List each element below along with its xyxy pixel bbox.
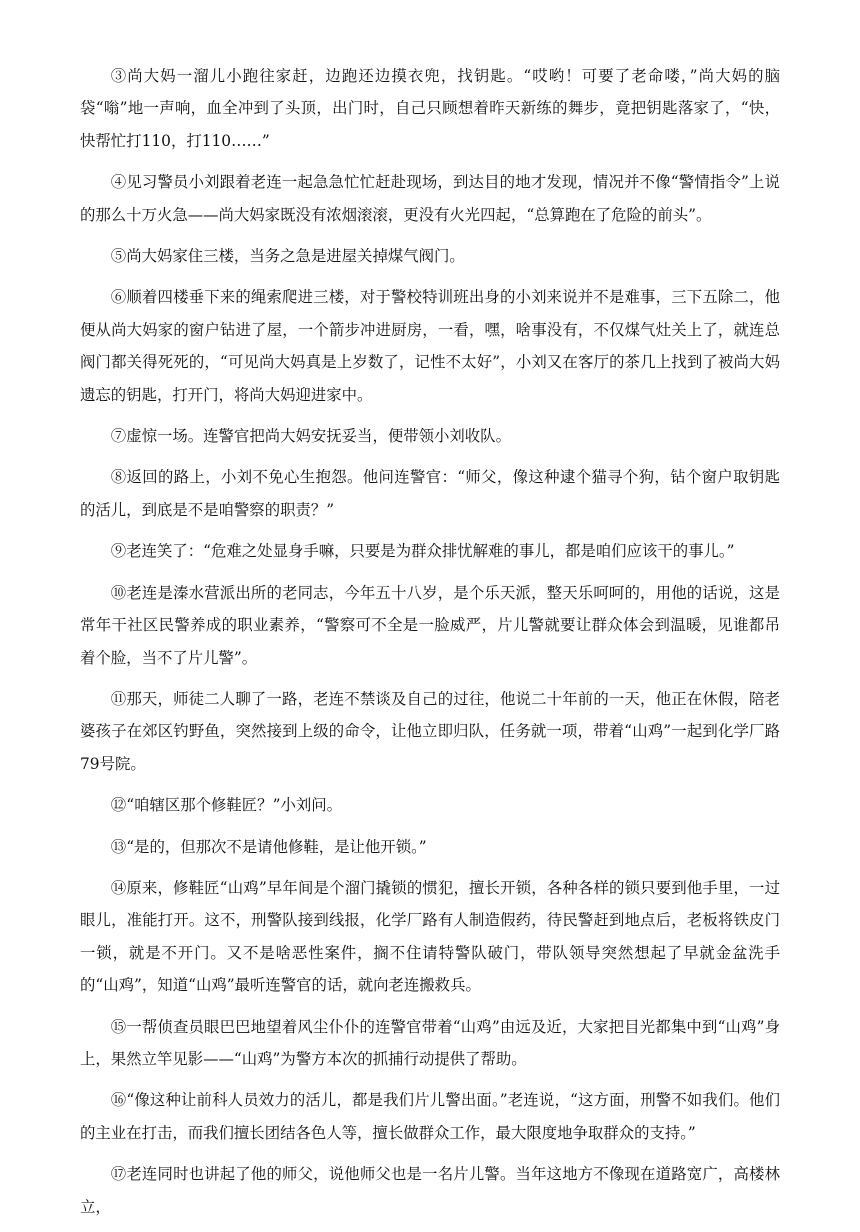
paragraph-9: ⑨老连笑了：“危难之处显身手嘛，只要是为群众排忧解难的事儿，都是咱们应该干的事儿。” xyxy=(110,542,735,561)
paragraph-15: ⑮一帮侦查员眼巴巴地望着风尘仆仆的连警官带着“山鸡”由远及近，大家把目光都集中到“山鸡”身上，果然立竿见影——“山鸡”为警方本次的抓捕行动提供了帮助。 xyxy=(80,1017,780,1068)
paragraph-3: ③尚大妈一溜儿小跑往家赶，边跑还边摸衣兜，找钥匙。“哎哟！可要了老命喽，”尚大妈的脑袋“嗡”地一声响，血全冲到了头顶，出门时，自己只顾想着昨天新练的舞步，竟把钥匙落家了，“快，快帮忙打110，打110……” xyxy=(80,67,780,150)
paragraph-8: ⑧返回的路上，小刘不免心生抱怨。他问连警官：“师父，像这种逮个猫寻个狗，钻个窗户取钥匙的活儿，到底是不是咱警察的职责？” xyxy=(80,468,780,519)
paragraph-10: ⑩老连是溱水营派出所的老同志，今年五十八岁，是个乐天派，整天乐呵呵的，用他的话说，这是常年干社区民警养成的职业素养，“警察可不全是一脸威严，片儿警就要让群众体会到温暖，见谁都吊着个脸，当不了片儿警”。 xyxy=(80,583,780,667)
paragraph-16: ⑯“像这种让前科人员效力的活儿，都是我们片儿警出面。”老连说，“这方面，刑警不如我们。他们的主业在打击，而我们擅长团结各色人等，擅长做群众工作，最大限度地争取群众的支持。” xyxy=(80,1091,780,1142)
paragraph-12: ⑫“咱辖区那个修鞋匠？”小刘问。 xyxy=(110,796,343,815)
paragraph-5: ⑤尚大妈家住三楼，当务之急是进屋关掉煤气阀门。 xyxy=(110,247,465,266)
paragraph-14: ⑭原来，修鞋匠“山鸡”早年间是个溜门撬锁的惯犯，擅长开锁，各种各样的锁只要到他手里，一过眼儿，准能打开。这不，刑警队接到线报，化学厂路有人制造假药，待民警赶到地点后，老板将铁皮门一锁，就是不开门。又不是啥恶性案件，搁不住请特警队破门，带队领导突然想起了早就金盆洗手的“山鸡”，知道“山鸡”最听连警官的话，就向老连搬救兵。 xyxy=(80,878,780,995)
paragraph-17: ⑰老连同时也讲起了他的师父，说他师父也是一名片儿警。当年这地方不像现在道路宽广，高楼林立， xyxy=(80,1165,780,1216)
paragraph-7: ⑦虚惊一场。连警官把尚大妈安抚妥当，便带领小刘收队。 xyxy=(110,427,511,446)
document-body xyxy=(80,60,780,1232)
paragraph-6: ⑥顺着四楼垂下来的绳索爬进三楼，对于警校特训班出身的小刘来说并不是难事，三下五除二，他便从尚大妈家的窗户钻进了屋，一个箭步冲进厨房，一看，嘿，啥事没有，不仅煤气灶关上了，就连总阀门都关得死死的，“可见尚大妈真是上岁数了，记性不太好”，小刘又在客厅的茶几上找到了被尚大妈遗忘的钥匙，打开门，将尚大妈迎进家中。 xyxy=(80,288,780,404)
paragraph-11: ⑪那天，师徒二人聊了一路，老连不禁谈及自己的过往，他说二十年前的一天，他正在休假，陪老婆孩子在郊区钓野鱼，突然接到上级的命令，让他立即归队，任务就一项，带着“山鸡”一起到化学厂路79号院。 xyxy=(80,689,780,773)
paragraph-13: ⑬“是的，但那次不是请他修鞋，是让他开锁。” xyxy=(110,837,427,856)
paragraph-4: ④见习警员小刘跟着老连一起急急忙忙赶赴现场，到达目的地才发现，情况并不像“警情指令”上说的那么十万火急——尚大妈家既没有浓烟滚滚，更没有火光四起，“总算跑在了危险的前头”。 xyxy=(80,173,780,224)
